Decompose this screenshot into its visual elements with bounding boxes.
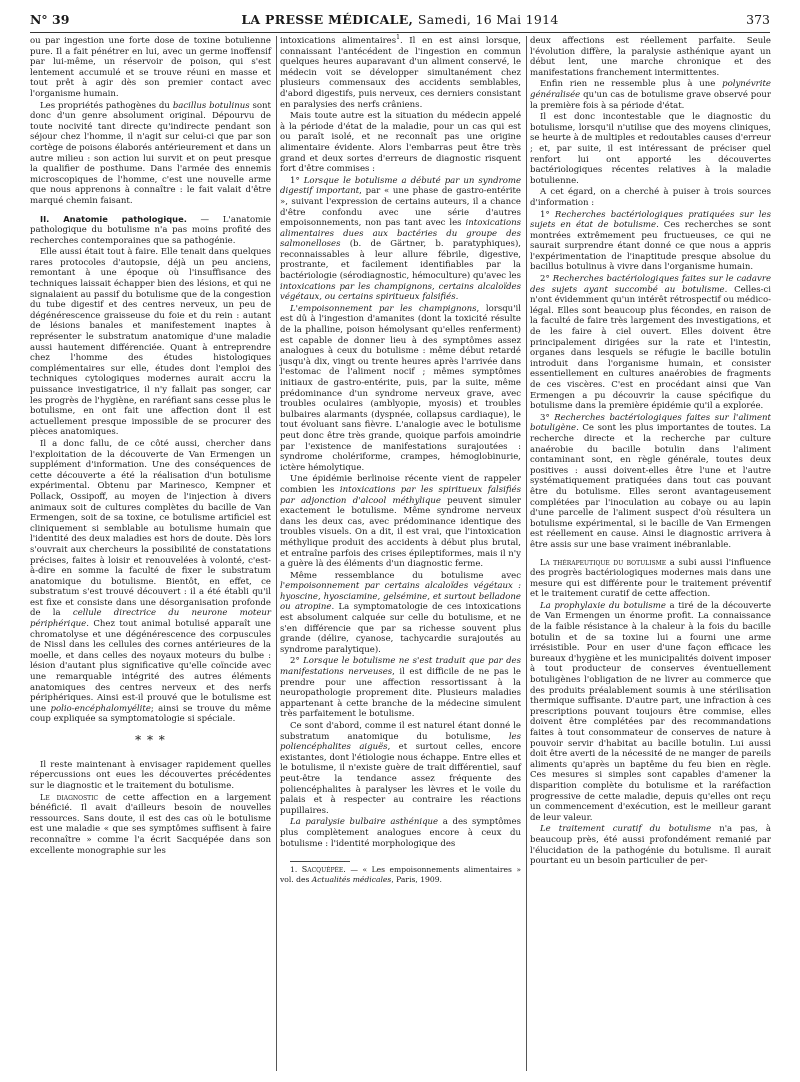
paragraph: 1° Recherches bactériologiques pratiquées sur les sujets en état de botulisme. Ces recherches se sont montrées extrêmement peu fructueuses, ce qui ne saurait surprendre étant donné ce que nous a appris l'expérimentation de l'inaptitude presque absolue du bacillus botulinus à vivre dans l'organisme humain. [530, 209, 771, 273]
section-heading-anatomie: II. Anatomie pathologique. — L'anatomie pathologique du botulisme n'a pas moins profité des recherches contemporaines que sa pathogénie. [30, 213, 271, 246]
paragraph: Elle aussi était tout à faire. Elle tenait dans quelques rares protocoles d'autopsie, déjà un peu anciens, remontant à une époque où l'insuffisance des techniques laissait échapper bien des lésions, et qui ne signalaient au passif du botulisme que de la congestion du tube digestif et des centres nerveux, un peu de dégénérescence graisseuse du foie et du rein : autant de lésions banales et manifestement inaptes à représenter le substratum anatomique d'une maladie aussi hautement différenciée. Quant à entreprendre chez l'homme des études histologiques complémentaires sur elle, études dont l'emploi des techniques cytologiques modernes aurait accru la puissance investigatrice, il n'y fallait pas songer, car les progrès de l'hygiène, en raréfiant sans cesse plus le botulisme, en ont fait une affection dont il est actuellement presque impossible de se procurer des pièces anatomiques. [30, 247, 271, 438]
page-number: 373 [746, 12, 770, 27]
paragraph: Mais toute autre est la situation du médecin appelé à la période d'état de la maladie, pour un cas qui est ou paraît isolé, et ne reconnaît pas une origine alimentaire évidente. Alors l'embarras peut être très grand et deux sortes d'erreurs de diagnostic risquent fort d'être commises : [280, 111, 521, 175]
paragraph: Même ressemblance du botulisme avec l'empoisonnement par certains alcaloïdes végétaux : hyoscine, hyosciamine, gelsémine, et surtout belladone ou atropine. La symptomatologie de ces intoxications est absolument calquée sur celle du botulisme, et ne s'en différencie que par sa richesse souvent plus grande (délire, cyanose, tachycardie surajoutés au syndrome paralytique). [280, 570, 521, 655]
paragraph: ou par ingestion une forte dose de toxine botulienne pure. Il a fait pénétrer en lui, avec un germe inoffensif par lui-même, un réservoir de poison, qui s'est lentement accumulé et se trouve réuni en masse et tout prêt à agir dès son premier contact avec l'organisme humain. [30, 36, 271, 99]
issue-date: Samedi, 16 Mai 1914 [417, 12, 559, 27]
paragraph: Enfin rien ne ressemble plus à une polynévrite généralisée qu'un cas de botulisme grave observé pour la première fois à sa période d'état. [530, 79, 771, 111]
footnote-rule [290, 861, 350, 862]
footnote: 1. Sacquépée. — « Les empoisonnements alimentaires » vol. des Actualités médicales, Paris, 1909. [280, 865, 521, 885]
paragraph: 1° Lorsque le botulisme a débuté par un syndrome digestif important, par « une phase de gastro-entérite », suivant l'expression de certains auteurs, il a chance d'être confondu avec une série d'autres empoisonnements, non pas tant avec les intoxications alimentaires dues aux bactéries du groupe des salmonelloses (b. de Gärtner, b. paratyphiques), reconnaissables à leur allure fébrile, digestive, prostrante, et facilement identifiables par la bactériologie (sérodiagnostic, hémoculture) qu'avec les intoxications par les champignons, certains alcaloïdes végétaux, ou certains spiritueux falsifiés. [280, 175, 521, 303]
journal-title-line [30, 12, 770, 27]
column-divider-2 [526, 36, 527, 1071]
page-header [30, 10, 770, 30]
paragraph: La paralysie bulbaire asthénique a des symptômes plus complètement analogues encore à ceux du botulisme : l'identité morphologique des [280, 817, 521, 849]
paragraph: L'empoisonnement par les champignons, lorsqu'il est dû à l'ingestion d'amanites (dont la toxicité résulte de la phalline, poison hémolysant qu'elles renferment) est capable de donner lieu à des symptômes assez analogues à ceux du botulisme : même début retardé jusqu'à dix, vingt ou trente heures après l'arrivée dans l'estomac de l'aliment nocif ; mêmes symptômes initiaux de gastro-entérite, puis, par la suite, même prédominance d'un syndrome nerveux grave, avec troubles oculaires (amblyopie, myosis) et troubles bulbaires alarmants (dyspnée, collapsus cardiaque), le tout évoluant sans fièvre. L'analogie avec le botulisme peut donc être très grande, quoique parfois amoindrie par l'existence de manifestations surajoutées : syndrome cholériforme, crampes, hémoglobinurie, ictère hémolytique. [280, 303, 521, 473]
paragraph: Ce sont d'abord, comme il est naturel étant donné le substratum anatomique du botulisme, les poliencéphalites aiguës, et surtout celles, encore existantes, dont l'étiologie nous échappe. Entre elles et le botulisme, il n'existe guère de trait différentiel, sauf peut-être la tendance assez fréquente des poliencéphalites à paralyser les lèvres et le voile du palais et à respecter au contraire les réactions pupillaires. [280, 721, 521, 816]
paragraph: Le traitement curatif du botulisme n'a pas, à beaucoup près, été aussi profondément remanié par l'élucidation de la pathogénie du botulisme. Il aurait pourtant eu un besoin particulier de per- [530, 824, 771, 867]
column-2 [280, 36, 521, 885]
paragraph: Le diagnostic de cette affection en a largement bénéficié. Il avait d'ailleurs besoin de nouvelles ressources. Sans doute, il est des cas où le botulisme est une maladie « que ses symptômes suffisent à faire reconnaître » comme l'a écrit Sacquépée dans son excellente monographie sur les [30, 792, 271, 856]
section-separator: * * * [135, 733, 166, 747]
journal-title: LA PRESSE MÉDICALE, [241, 12, 414, 27]
paragraph: La prophylaxie du botulisme a tiré de la découverte de Van Ermengen un énorme profit. La connaissance de la faible résistance à la chaleur à la fois du bacille botulin et de sa toxine lui a fourni une arme irrésistible. Pour en user d'une façon efficace les bureaux d'hygiène et les municipalités doivent imposer à tout producteur de conserves éventuellement botuligènes l'obligation de ne livrer au commerce que des produits préalablement soumis à une stérilisation thermique suffisante. D'autre part, une infraction à ces prescriptions pouvant toujours être commise, elles doivent être complétées par des recommandations faites à tout consommateur de conserves de nature à pouvoir servir d'habitat au bacille botulin. Lui aussi doit être averti de la nécessité de ne manger de pareils aliments qu'après un baptême du feu bien en règle. Ces mesures si simples sont capables d'amener la disparition complète du botulisme et la raréfaction progressive de cette maladie, depuis qu'elles ont reçu un commencement d'exécution, est le meilleur garant de leur valeur. [530, 600, 771, 823]
paragraph: 2° Recherches bactériologiques faites sur le cadavre des sujets ayant succombé au botulisme. Celles-ci n'ont évidemment qu'un intérêt rétrospectif ou médico-légal. Elles sont beaucoup plus fécondes, en raison de la faculté de faire très largement des investigations, et de les faire à ciel ouvert. Elles doivent être principalement dirigées sur la rate et l'intestin, organes dans lesquels se réfugie le bacille botulin introduit dans l'organisme humain, et consister essentiellement en cultures anaérobies de fragments de ces viscères. C'est en procédant ainsi que Van Ermengen a pu découvrir la cause spécifique du botulisme dans la première épidémie qu'il a explorée. [530, 274, 772, 412]
issue-number: N° 39 [30, 12, 70, 27]
paragraph: Les propriétés pathogènes du bacillus botulinus sont donc d'un genre absolument original. Dépourvu de toute nocivité tant directe qu'indirecte pendant son séjour chez l'homme, il n'agit sur celui-ci que par son cortège de poisons élaborés antérieurement et dans un autre milieu : son action lui survit et on peut presque la qualifier de posthume. Dans l'armée des ennemis microscopiques de l'homme, c'est une nouvelle arme que nous apprenons à connaître : le fait valait d'être marqué chemin faisant. [30, 100, 271, 206]
paragraph: Il a donc fallu, de ce côté aussi, chercher dans l'exploitation de la découverte de Van Ermengen un supplément d'information. Une des conséquences de cette découverte a été la réalisation d'un botulisme expérimental. Obtenu par Marinesco, Kempner et Pollack, Ossipoff, au moyen de l'injection à divers animaux soit de cultures complètes du bacille de Van Ermengen, soit de sa toxine, ce botulisme artificiel est cliniquement si semblable au botulisme humain que l'identité des deux maladies est hors de doute. Dès lors s'ouvrait aux chercheurs la possibilité de constatations précises, faites à loisir et renouvelées à volonté, c'est-à-dire en somme la faculté de fixer le substratum anatomique du botulisme. Bientôt, en effet, ce substratum s'est trouvé découvert : il a été établi qu'il est fixe et consiste dans une désorganisation profonde de la cellule directrice du neurone moteur périphérique. Chez tout animal botulisé apparaît une chromatolyse et une dégénérescence des corpuscules de Nissl dans les cellules des cornes antérieures de la moelle, et dans celles des noyaux moteurs du bulbe : lésion d'autant plus significative qu'elle coïncide avec une remarquable intégrité des autres éléments anatomiques des centres nerveux et des nerfs périphériques. Ainsi est-il prouvé que le botulisme est une polio-encéphalomyélite; ainsi se trouve du même coup expliquée sa symptomatologie si spéciale. [30, 438, 271, 725]
paragraph: 2° Lorsque le botulisme ne s'est traduit que par des manifestations nerveuses, il est difficile de ne pas le prendre pour une affection ressortissant à la neuropathologie proprement dite. Plusieurs maladies appartenant à cette branche de la médecine simulent très parfaitement le botulisme. [280, 656, 521, 720]
footnote-ref: 1 [396, 34, 400, 42]
paragraph: deux affections est réellement parfaite. Seule l'évolution diffère, la paralysie asthénique ayant un début lent, une marche chronique et des manifestations franchement intermittentes. [530, 36, 771, 78]
header-rule [30, 32, 770, 33]
paragraph: 3° Recherches bactériologiques faites sur l'aliment botuligène. Ce sont les plus importantes de toutes. La recherche directe et la recherche par culture anaérobie du bacille botulin dans l'aliment contaminant sont, en règle générale, toutes deux positives : aussi doivent-elles être l'une et l'autre systématiquement pratiquées dans tout cas pouvant être du botulisme. Elles seront avantageusement complétées par l'inoculation au cobaye ou au lapin d'une parcelle de l'aliment suspect d'où résultera un botulisme expérimental, si le bacille de Van Ermengen est réellement en cause. Ainsi le diagnostic arrivera à être assis sur une base vraiment inébranlable. [530, 412, 771, 550]
paragraph: Il reste maintenant à envisager rapidement quelles répercussions ont eues les découvertes précédentes sur le diagnostic et le traitement du botulisme. [30, 759, 271, 792]
paragraph: Une épidémie berlinoise récente vient de rappeler combien les intoxications par les spiritueux falsifiés par adjonction d'alcool méthylique peuvent simuler exactement le botulisme. Même syndrome nerveux dans les deux cas, avec prédominance identique des troubles visuels. On a dit, il est vrai, que l'intoxication méthylique produit des accidents à début plus brutal, et entraîne parfois des crises épileptiformes, mais il n'y a guère là des éléments d'un diagnostic ferme. [280, 474, 521, 570]
paragraph: La thérapeutique du botulisme a subi aussi l'influence des progrès bactériologiques modernes mais dans une mesure qui est différente pour le traitement préventif et le traitement curatif de cette affection. [530, 557, 771, 600]
paragraph: Il est donc incontestable que le diagnostic du botulisme, lorsqu'il n'utilise que des moyens cliniques, se heurte à de multiples et redoutables causes d'erreur ; et, par suite, il est intéressant de préciser quel renfort lui ont apporté les découvertes bactériologiques récentes relatives à la maladie botulienne. [530, 112, 771, 186]
column-divider-1 [276, 36, 277, 1071]
paragraph: intoxications alimentaires$^1$. Il en est ainsi lorsque, connaissant l'antécédent de l'ingestion en commun quelques heures auparavant d'un aliment conservé, le médecin voit se développer simultanément chez plusieurs commensaux des accidents semblables, d'abord digestifs, puis nerveux, ces derniers consistant en paralysies des nerfs crâniens. [280, 34, 521, 110]
column-1 [30, 36, 271, 857]
column-3 [530, 36, 771, 868]
paragraph: A cet égard, on a cherché à puiser à trois sources d'information : [530, 187, 771, 208]
